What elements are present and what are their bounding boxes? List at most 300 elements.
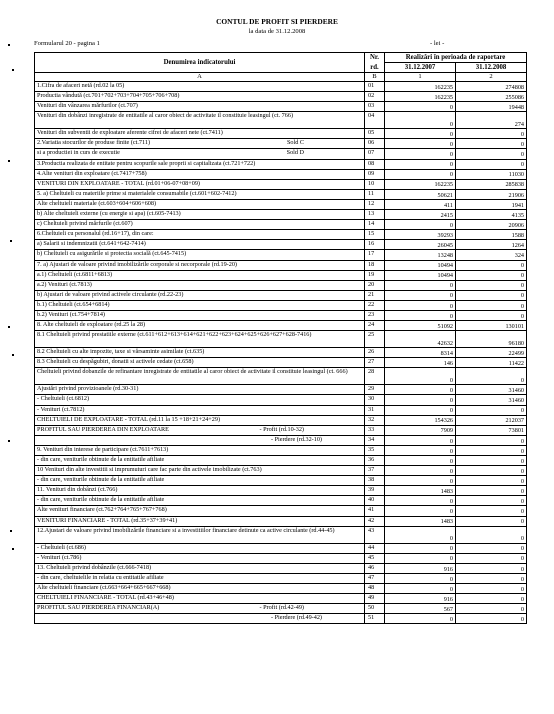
row-label-cell bbox=[35, 604, 365, 614]
row-label: 8.3 Cheltuieli cu despăgubiri, donatii si activele cedate (ct.658) bbox=[37, 358, 194, 366]
value-2007: 146 bbox=[385, 358, 456, 368]
row-label-extra: - Pierdere (rd.49-42) bbox=[270, 614, 322, 622]
value-2008: 0 bbox=[456, 310, 527, 320]
row-number: 15 bbox=[365, 230, 385, 240]
value-2007: 162235 bbox=[385, 179, 456, 189]
row-number: 28 bbox=[365, 368, 385, 385]
value-2008: 0 bbox=[456, 573, 527, 583]
value-2007: 10494 bbox=[385, 270, 456, 280]
table-row bbox=[35, 331, 527, 348]
row-label: b) Ajustari de valoare privind activele circulante (rd.22-23) bbox=[37, 290, 184, 298]
scan-mark bbox=[8, 44, 10, 46]
row-number: 03 bbox=[365, 102, 385, 112]
row-label-cell bbox=[35, 425, 365, 435]
table-row bbox=[35, 584, 527, 594]
value-2008: 0 bbox=[456, 516, 527, 526]
row-label-cell bbox=[35, 159, 365, 169]
value-2007: 0 bbox=[385, 395, 456, 405]
table-row bbox=[35, 385, 527, 395]
row-label: 5. a) Cheltuieli cu materiile prime si materialele consumabile (ct.601+602-7412) bbox=[37, 189, 237, 197]
header-col-2007: 31.12.2007 bbox=[385, 63, 456, 73]
table-row bbox=[35, 486, 527, 496]
row-number: 20 bbox=[365, 280, 385, 290]
subheader-2: 2 bbox=[456, 73, 527, 82]
value-2007: 7909 bbox=[385, 425, 456, 435]
table-row bbox=[35, 159, 527, 169]
value-2007: 0 bbox=[385, 543, 456, 553]
row-number: 34 bbox=[365, 435, 385, 445]
row-label-extra: - Profit (rd.42-49) bbox=[259, 604, 304, 612]
table-row bbox=[35, 573, 527, 583]
row-label: 8.2 Cheltuieli cu alte impozite, taxe si vărsaminte asimilate (ct.635) bbox=[37, 348, 205, 356]
row-label: 4.Alte venituri din exploatare (ct.7417+758) bbox=[37, 169, 147, 177]
value-2007: 0 bbox=[385, 405, 456, 415]
table-row bbox=[35, 466, 527, 476]
value-2007: 0 bbox=[385, 139, 456, 149]
table-row bbox=[35, 300, 527, 310]
value-2008: 19448 bbox=[456, 102, 527, 112]
row-label-cell bbox=[35, 310, 365, 320]
row-label-cell bbox=[35, 240, 365, 250]
row-label: Alte cheltuieli materiale (ct.603+604+606+608) bbox=[37, 199, 157, 207]
row-label-cell bbox=[35, 321, 365, 331]
row-label: b.2) Venituri (ct.754+7814) bbox=[37, 310, 105, 318]
header-indicator: Denumirea indicatorului bbox=[35, 53, 365, 73]
table-row bbox=[35, 415, 527, 425]
table-row bbox=[35, 496, 527, 506]
row-number: 35 bbox=[365, 445, 385, 455]
row-number: 39 bbox=[365, 486, 385, 496]
value-2007: 2415 bbox=[385, 210, 456, 220]
value-2007: 411 bbox=[385, 199, 456, 209]
value-2007: 0 bbox=[385, 149, 456, 159]
row-number: 44 bbox=[365, 543, 385, 553]
table-row bbox=[35, 563, 527, 573]
form-label: Formularul 20 - pagina 1 bbox=[34, 40, 100, 47]
value-2007: 0 bbox=[385, 169, 456, 179]
row-number: 42 bbox=[365, 516, 385, 526]
scan-mark bbox=[12, 69, 14, 71]
row-number: 45 bbox=[365, 553, 385, 563]
row-label: b.1) Cheltuieli (ct.654+6814) bbox=[37, 300, 110, 308]
table-header-row-1 bbox=[35, 53, 527, 63]
row-label-cell bbox=[35, 516, 365, 526]
row-label-cell bbox=[35, 270, 365, 280]
row-number: 25 bbox=[365, 331, 385, 348]
row-label: Venituri din vânzarea mărfurilor (ct.707) bbox=[37, 102, 138, 110]
row-label: Venituri din dobânzi inregistrate de entitatile al caror obiect de activitate il constituie leasingul (ct. 766) bbox=[37, 112, 294, 120]
row-label: - Cheltuieli (ct.686) bbox=[37, 543, 86, 551]
row-label: VENITURI FINANCIARE - TOTAL (rd.35+37+39+41) bbox=[37, 516, 178, 524]
row-label: Venituri din subventii de exploatare aferente cifrei de afaceri nete (ct.7411) bbox=[37, 129, 223, 137]
value-2008: 0 bbox=[456, 476, 527, 486]
value-2008: 255086 bbox=[456, 92, 527, 102]
scan-mark bbox=[8, 326, 10, 328]
table-row bbox=[35, 280, 527, 290]
value-2008: 0 bbox=[456, 435, 527, 445]
table-row bbox=[35, 425, 527, 435]
table-row bbox=[35, 604, 527, 614]
row-label-extra: Sold C bbox=[286, 139, 304, 147]
value-2008: 0 bbox=[456, 280, 527, 290]
table-row bbox=[35, 139, 527, 149]
row-label-cell bbox=[35, 139, 365, 149]
row-number: 50 bbox=[365, 604, 385, 614]
row-label: - Cheltuieli (ct.6812) bbox=[37, 395, 90, 403]
row-label: 8. Alte cheltuieli de exploatare (rd.25 la 28) bbox=[37, 321, 146, 329]
value-2007: 0 bbox=[385, 280, 456, 290]
row-label: - Venituri (ct.7812) bbox=[37, 405, 85, 413]
document-title: CONTUL DE PROFIT SI PIERDERE bbox=[216, 17, 338, 26]
table-row bbox=[35, 290, 527, 300]
value-2007: 0 bbox=[385, 310, 456, 320]
row-label-extra: - Profit (rd.10-32) bbox=[259, 425, 304, 433]
row-label: VENITURI DIN EXPLOATARE - TOTAL (rd.01+06-07+08+09) bbox=[37, 179, 200, 187]
value-2008: 73801 bbox=[456, 425, 527, 435]
row-number: 11 bbox=[365, 189, 385, 199]
value-2008: 0 bbox=[456, 614, 527, 624]
value-2008: 11030 bbox=[456, 169, 527, 179]
value-2007: 0 bbox=[385, 290, 456, 300]
row-label-cell bbox=[35, 368, 365, 385]
row-number: 24 bbox=[365, 321, 385, 331]
row-label-cell bbox=[35, 102, 365, 112]
value-2007: 8314 bbox=[385, 348, 456, 358]
value-2008: 21906 bbox=[456, 189, 527, 199]
header-period: Realizări în perioada de raportare bbox=[385, 53, 527, 63]
value-2008: 0 bbox=[456, 584, 527, 594]
row-label-cell bbox=[35, 415, 365, 425]
row-number: 22 bbox=[365, 300, 385, 310]
row-label-cell bbox=[35, 92, 365, 102]
row-label-cell bbox=[35, 149, 365, 159]
value-2007: 0 bbox=[385, 300, 456, 310]
row-label-cell bbox=[35, 614, 365, 624]
row-label-cell bbox=[35, 112, 365, 129]
value-2007: 42632 bbox=[385, 331, 456, 348]
value-2007: 162235 bbox=[385, 82, 456, 92]
row-label: Ajustări privind provizioanele (rd.30-31) bbox=[37, 385, 139, 393]
row-number: 04 bbox=[365, 112, 385, 129]
row-label: - Venituri (ct.786) bbox=[37, 553, 82, 561]
value-2008: 31460 bbox=[456, 385, 527, 395]
row-label-cell bbox=[35, 543, 365, 553]
value-2008: 0 bbox=[456, 445, 527, 455]
row-number: 37 bbox=[365, 466, 385, 476]
row-label-cell bbox=[35, 348, 365, 358]
value-2007: 0 bbox=[385, 435, 456, 445]
row-label-cell bbox=[35, 563, 365, 573]
row-label: 13. Cheltuieli privind dobânzile (ct.666-7418) bbox=[37, 563, 152, 571]
value-2007: 916 bbox=[385, 594, 456, 604]
row-number: 29 bbox=[365, 385, 385, 395]
value-2007: 39293 bbox=[385, 230, 456, 240]
row-label: 2.Variatia stocurilor de produse finite (ct.711) bbox=[37, 139, 150, 147]
value-2007: 0 bbox=[385, 506, 456, 516]
row-label: a) Salarii si indemnizatii (ct.641+642-7414) bbox=[37, 240, 146, 248]
value-2008: 274808 bbox=[456, 82, 527, 92]
value-2008: 20906 bbox=[456, 220, 527, 230]
row-label: b) Cheltuieli cu asigurările si protectia socială (ct.645-7415) bbox=[37, 250, 187, 258]
value-2007: 0 bbox=[385, 129, 456, 139]
value-2007: 0 bbox=[385, 385, 456, 395]
row-number: 17 bbox=[365, 250, 385, 260]
value-2007: 0 bbox=[385, 220, 456, 230]
row-label: CHELTUIELI DE EXPLOATARE - TOTAL (rd.11 la 15 +18+21+24+29) bbox=[37, 415, 221, 423]
row-label-cell bbox=[35, 300, 365, 310]
value-2008: 0 bbox=[456, 486, 527, 496]
value-2007: 0 bbox=[385, 112, 456, 129]
row-number: 27 bbox=[365, 358, 385, 368]
row-number: 41 bbox=[365, 506, 385, 516]
table-row bbox=[35, 310, 527, 320]
value-2007: 0 bbox=[385, 102, 456, 112]
row-label-cell bbox=[35, 526, 365, 543]
row-label: 9. Venituri din interese de participare (ct.7611+7613) bbox=[37, 445, 169, 453]
row-number: 46 bbox=[365, 563, 385, 573]
value-2008: 274 bbox=[456, 112, 527, 129]
row-number: 18 bbox=[365, 260, 385, 270]
value-2008: 0 bbox=[456, 456, 527, 466]
value-2008: 0 bbox=[456, 526, 527, 543]
row-label-cell bbox=[35, 199, 365, 209]
table-row bbox=[35, 260, 527, 270]
value-2007: 1483 bbox=[385, 516, 456, 526]
row-number: 51 bbox=[365, 614, 385, 624]
value-2007: 0 bbox=[385, 496, 456, 506]
row-label: - din care, veniturile obtinute de la entitatile afiliate bbox=[37, 476, 165, 484]
row-label: - din care, cheltuielile in relatia cu entitatile afiliate bbox=[37, 573, 164, 581]
row-label-cell bbox=[35, 405, 365, 415]
value-2007: 51092 bbox=[385, 321, 456, 331]
table-row bbox=[35, 506, 527, 516]
value-2008: 22499 bbox=[456, 348, 527, 358]
table-row bbox=[35, 368, 527, 385]
row-label-cell bbox=[35, 486, 365, 496]
table-row bbox=[35, 240, 527, 250]
row-label-cell bbox=[35, 230, 365, 240]
row-label-extra: Sold D bbox=[286, 149, 304, 157]
row-number: 12 bbox=[365, 199, 385, 209]
row-label-cell bbox=[35, 395, 365, 405]
value-2008: 212037 bbox=[456, 415, 527, 425]
row-number: 09 bbox=[365, 169, 385, 179]
row-number: 30 bbox=[365, 395, 385, 405]
subheader-b: B bbox=[365, 73, 385, 82]
value-2007: 0 bbox=[385, 368, 456, 385]
value-2007: 154326 bbox=[385, 415, 456, 425]
value-2007: 0 bbox=[385, 526, 456, 543]
table-row bbox=[35, 321, 527, 331]
row-number: 33 bbox=[365, 425, 385, 435]
row-label: si a productiei in curs de executie bbox=[37, 149, 120, 157]
subheader-a: A bbox=[35, 73, 365, 82]
value-2007: 916 bbox=[385, 563, 456, 573]
value-2008: 1264 bbox=[456, 240, 527, 250]
value-2007: 1483 bbox=[385, 486, 456, 496]
value-2008: 11422 bbox=[456, 358, 527, 368]
row-number: 48 bbox=[365, 584, 385, 594]
value-2007: 0 bbox=[385, 159, 456, 169]
row-label-cell bbox=[35, 506, 365, 516]
row-label: a.1) Cheltuieli (ct.6811+6813) bbox=[37, 270, 113, 278]
row-number: 49 bbox=[365, 594, 385, 604]
value-2007: 0 bbox=[385, 614, 456, 624]
table-row bbox=[35, 476, 527, 486]
value-2008: 0 bbox=[456, 553, 527, 563]
value-2008: 0 bbox=[456, 405, 527, 415]
row-label-cell bbox=[35, 260, 365, 270]
table-row bbox=[35, 358, 527, 368]
value-2008: 1588 bbox=[456, 230, 527, 240]
value-2008: 0 bbox=[456, 300, 527, 310]
value-2007: 0 bbox=[385, 445, 456, 455]
row-number: 47 bbox=[365, 573, 385, 583]
value-2008: 1941 bbox=[456, 199, 527, 209]
row-number: 19 bbox=[365, 270, 385, 280]
table-row bbox=[35, 435, 527, 445]
row-label-cell bbox=[35, 476, 365, 486]
row-number: 36 bbox=[365, 456, 385, 466]
table-row bbox=[35, 82, 527, 92]
row-label-cell bbox=[35, 179, 365, 189]
value-2007: 162235 bbox=[385, 92, 456, 102]
table-row bbox=[35, 516, 527, 526]
value-2008: 0 bbox=[456, 496, 527, 506]
table-row bbox=[35, 189, 527, 199]
row-label-cell bbox=[35, 210, 365, 220]
table-row bbox=[35, 179, 527, 189]
row-number: 40 bbox=[365, 496, 385, 506]
value-2007: 0 bbox=[385, 466, 456, 476]
row-label-cell bbox=[35, 496, 365, 506]
value-2007: 26045 bbox=[385, 240, 456, 250]
value-2008: 0 bbox=[456, 129, 527, 139]
subheader-1: 1 bbox=[385, 73, 456, 82]
row-label-cell bbox=[35, 594, 365, 604]
value-2008: 0 bbox=[456, 270, 527, 280]
row-label: b) Alte cheltuieli externe (cu energie si apa) (ct.605-7413) bbox=[37, 210, 181, 218]
row-label: PROFITUL SAU PIERDEREA FINANCIAR(A) bbox=[37, 604, 160, 612]
table-row bbox=[35, 129, 527, 139]
row-label-cell bbox=[35, 189, 365, 199]
value-2007: 0 bbox=[385, 573, 456, 583]
table-row bbox=[35, 102, 527, 112]
value-2008: 0 bbox=[456, 594, 527, 604]
value-2008: 96180 bbox=[456, 331, 527, 348]
value-2008: 31460 bbox=[456, 395, 527, 405]
value-2007: 567 bbox=[385, 604, 456, 614]
row-label: a.2) Venituri (ct.7813) bbox=[37, 280, 92, 288]
row-label: 10 Venituri din alte investitii si imprumuturi care fac parte din activele imobilizate (ct.763) bbox=[37, 466, 262, 474]
row-label: CHELTUIELI FINANCIARE - TOTAL (rd.43+46+48) bbox=[37, 594, 174, 602]
value-2008: 0 bbox=[456, 368, 527, 385]
value-2008: 0 bbox=[456, 290, 527, 300]
row-number: 01 bbox=[365, 82, 385, 92]
row-number: 08 bbox=[365, 159, 385, 169]
row-number: 32 bbox=[365, 415, 385, 425]
row-label-cell bbox=[35, 358, 365, 368]
table-row bbox=[35, 149, 527, 159]
table-row bbox=[35, 220, 527, 230]
row-label: 1.Cifra de afaceri netă (rd.02 la 05) bbox=[37, 82, 125, 89]
value-2008: 0 bbox=[456, 604, 527, 614]
profit-loss-table bbox=[34, 52, 527, 624]
table-row bbox=[35, 543, 527, 553]
row-label-cell bbox=[35, 435, 365, 445]
row-number: 38 bbox=[365, 476, 385, 486]
table-subheader-row bbox=[35, 73, 527, 82]
row-label: Productia vândută (ct.701+702+703+704+705+706+708) bbox=[37, 92, 180, 100]
row-label: 7. a) Ajustari de valoare privind imobilizările corporale si necorporale (rd.19-20) bbox=[37, 260, 237, 268]
value-2008: 324 bbox=[456, 250, 527, 260]
unit-label: - lei - bbox=[430, 40, 445, 47]
row-label: 6.Cheltuieli cu personalul (rd.16+17), din care: bbox=[37, 230, 154, 238]
row-label-cell bbox=[35, 456, 365, 466]
row-label: Alte cheltuieli financiare (ct.663+664+665+667+668) bbox=[37, 584, 171, 592]
value-2007: 0 bbox=[385, 584, 456, 594]
value-2008: 0 bbox=[456, 466, 527, 476]
row-label: c) Cheltuieli privind mărfurile (ct.607) bbox=[37, 220, 133, 228]
table-row bbox=[35, 169, 527, 179]
row-label: - din care, veniturile obtinute de la entitatile afiliate bbox=[37, 496, 165, 504]
row-label-cell bbox=[35, 331, 365, 348]
row-number: 02 bbox=[365, 92, 385, 102]
row-label-cell bbox=[35, 250, 365, 260]
row-label: 12.Ajustari de valoare privind imobilizările financiare si a investitiilor financiare detinute ca active circulante (rd.44-45) bbox=[37, 526, 335, 534]
value-2008: 0 bbox=[456, 543, 527, 553]
row-number: 16 bbox=[365, 240, 385, 250]
row-label-cell bbox=[35, 385, 365, 395]
row-label: Cheltuieli privind dobanzile de refinantare inregistrate de entitatile al caror obiect de activitate il constituie leasingul (ct. 666) bbox=[37, 368, 348, 376]
header-nr-rd: rd. bbox=[365, 63, 385, 73]
row-label-extra: - Pierdere (rd.32-10) bbox=[270, 435, 322, 443]
row-label: 3.Productia realizata de entitate pentru scopurile sale proprii si capitalizata (ct.721+722) bbox=[37, 159, 256, 167]
value-2007: 0 bbox=[385, 553, 456, 563]
row-label-cell bbox=[35, 573, 365, 583]
scan-mark bbox=[10, 240, 12, 242]
row-number: 23 bbox=[365, 310, 385, 320]
row-label-cell bbox=[35, 553, 365, 563]
table-row bbox=[35, 405, 527, 415]
row-label-cell bbox=[35, 82, 365, 92]
row-label: - din care, veniturile obtinute de la entitatile afiliate bbox=[37, 456, 165, 463]
table-row bbox=[35, 445, 527, 455]
value-2007: 13248 bbox=[385, 250, 456, 260]
value-2008: 0 bbox=[456, 139, 527, 149]
row-number: 26 bbox=[365, 348, 385, 358]
value-2008: 0 bbox=[456, 506, 527, 516]
value-2008: 0 bbox=[456, 149, 527, 159]
row-label-cell bbox=[35, 280, 365, 290]
row-number: 07 bbox=[365, 149, 385, 159]
row-number: 05 bbox=[365, 129, 385, 139]
table-row bbox=[35, 395, 527, 405]
table-row bbox=[35, 92, 527, 102]
scan-mark bbox=[12, 354, 14, 356]
value-2008: 0 bbox=[456, 563, 527, 573]
table-row bbox=[35, 348, 527, 358]
row-label-cell bbox=[35, 129, 365, 139]
table-row bbox=[35, 199, 527, 209]
value-2008: 130101 bbox=[456, 321, 527, 331]
table-row bbox=[35, 210, 527, 220]
header-nr: Nr. bbox=[365, 53, 385, 63]
value-2007: 0 bbox=[385, 476, 456, 486]
value-2008: 0 bbox=[456, 260, 527, 270]
header-col-2008: 31.12.2008 bbox=[456, 63, 527, 73]
row-number: 10 bbox=[365, 179, 385, 189]
